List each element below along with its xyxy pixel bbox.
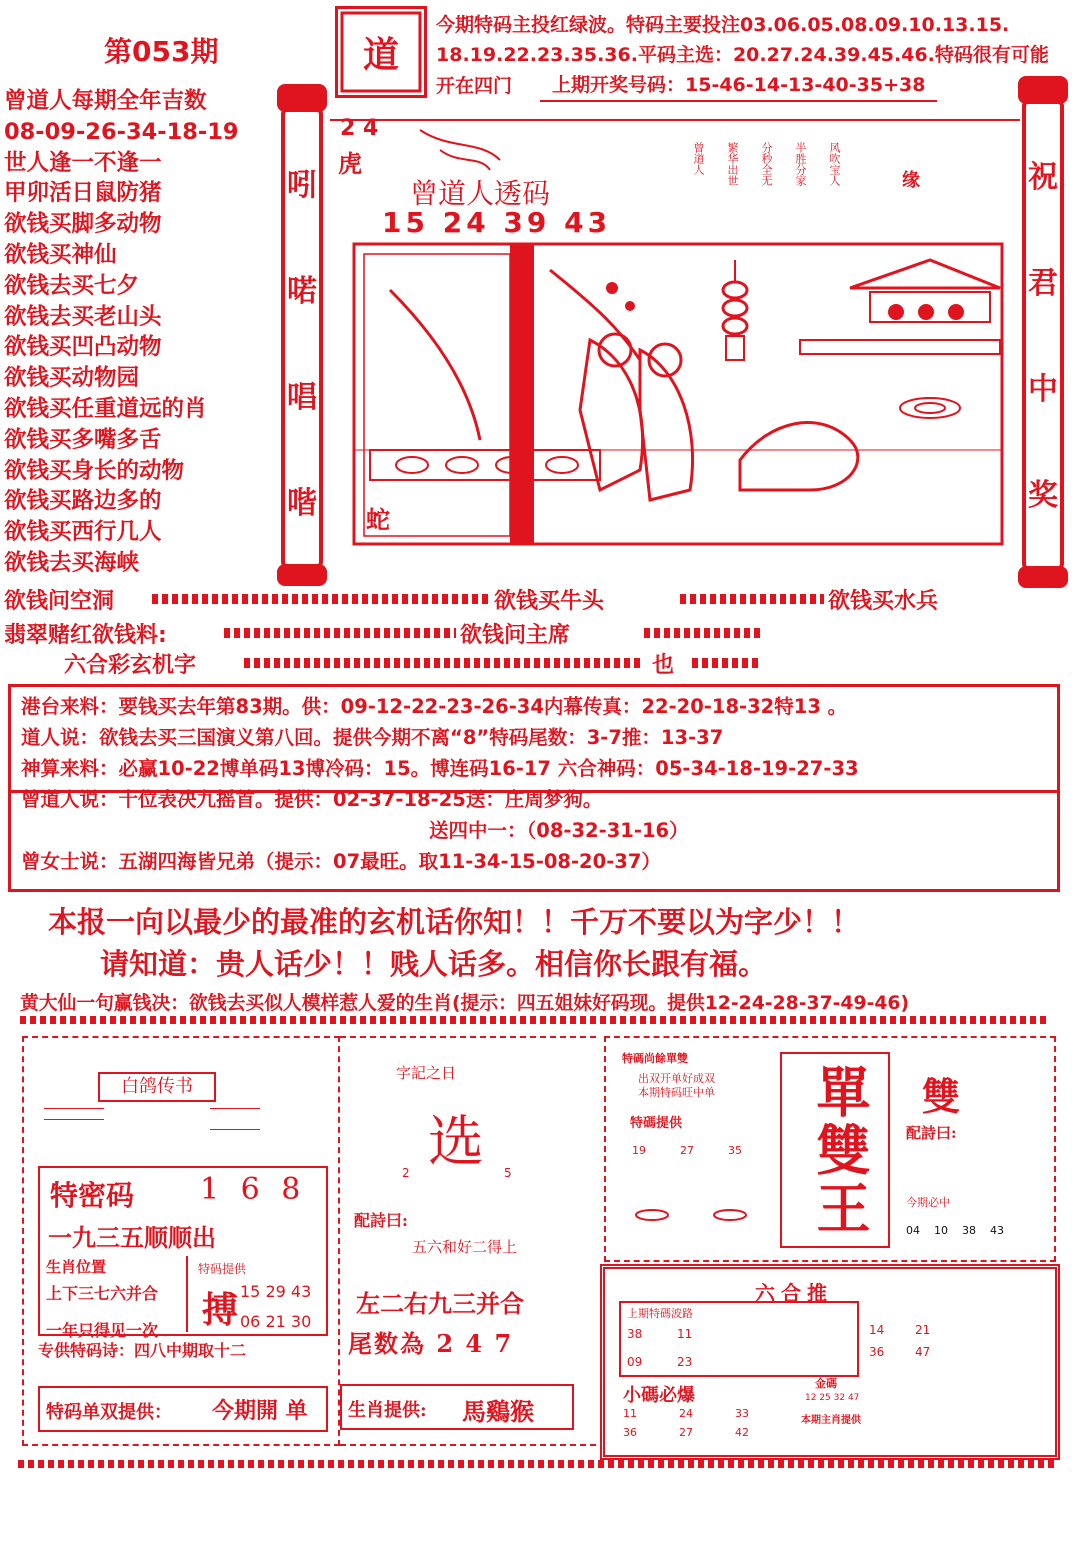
dot-leader: [152, 594, 490, 604]
liuhe-small-num: 36: [623, 1426, 637, 1439]
riddle-chairman: 欲钱问主席: [460, 623, 571, 648]
sdk-must-num: 43: [990, 1224, 1004, 1237]
select-big-char: 选: [428, 1110, 484, 1175]
right-scroll-char: 祝: [1028, 160, 1058, 195]
riddle-jade: 翡翠赌红欲钱料:: [4, 623, 167, 648]
liuhe-small-num: 11: [623, 1407, 637, 1420]
special-code-nums: 1 6 8: [200, 1172, 307, 1207]
liuhe-small-num: 24: [679, 1407, 693, 1420]
combo-line: 左二右九三并合: [356, 1290, 524, 1318]
left-line: 欲钱去买海峡: [4, 549, 140, 576]
liuhe-grid: [627, 1327, 727, 1369]
sdk-big-box: [780, 1052, 890, 1248]
logo: [335, 6, 427, 98]
right-scroll-bottom-cap: [1018, 566, 1068, 588]
liuhe-grid-num: 23: [677, 1355, 693, 1369]
panel-single-double-king: [604, 1036, 1056, 1262]
info-lines: [21, 691, 859, 877]
liuhe-small-nums: [623, 1407, 791, 1439]
liuhe-right-num: 14: [869, 1323, 885, 1337]
left-line: 欲钱买路边多的: [4, 488, 162, 515]
painting-zodiac-bottom: 蛇: [366, 506, 390, 534]
left-scroll-bottom-cap: [277, 564, 327, 586]
info-line: 神算来料：必赢10-22博单码13博冷码：15。博连码16-17 六合神码：05-34-18-19-27-33: [21, 757, 859, 780]
single-double-value: 今期開 单: [212, 1398, 308, 1424]
sdk-provide: 特碼提供: [630, 1116, 683, 1131]
zodiac-provide-label: 生肖提供:: [348, 1400, 427, 1421]
sdk-side-char: 雙: [922, 1074, 961, 1119]
logo-seal-icon: [338, 9, 424, 95]
info-line: 港台来料：要钱买去年第83期。供：09-12-22-23-26-34内幕传真：22-20-18-32特13 。: [21, 695, 848, 718]
dot-leader: [692, 658, 762, 668]
riddle-ox-head: 欲钱买牛头: [494, 589, 605, 614]
svg-text:道: 道: [362, 34, 400, 76]
slogan-2: 请知道：贵人话少！！贱人话多。相信你长跟有福。: [100, 947, 768, 981]
painting-note: 半胜分家: [794, 142, 807, 186]
left-line: 欲钱去买老山头: [4, 303, 162, 330]
left-line: 08-09-26-34-18-19: [4, 118, 239, 145]
special-code-label: 特密码: [50, 1179, 135, 1212]
sdk-poem-label: 配詩曰:: [906, 1124, 957, 1142]
select-poem-label: 配詩曰:: [354, 1211, 408, 1230]
liuhe-small-label: 小碼必爆: [623, 1385, 695, 1406]
painting-note: 曾道人: [692, 142, 705, 175]
right-scroll: [1022, 100, 1064, 570]
liuhe-right-num: 47: [915, 1345, 931, 1359]
faint-text: [44, 1108, 104, 1120]
sdk-num: 35: [728, 1144, 742, 1157]
select-head: 字記之日: [396, 1064, 457, 1082]
liuhe-last-box: [619, 1301, 859, 1377]
riddle-empty-hole: 欲钱问空洞: [4, 589, 115, 614]
header-line-3: [436, 70, 1049, 102]
header-line-2: 18.19.22.23.35.36.平码主选：20.27.24.39.45.46.特码很有可能: [436, 44, 1049, 66]
sdk-must-nums: [906, 1224, 1004, 1237]
painting-panel: [330, 110, 1020, 552]
zodiac-pos-box: [46, 1256, 188, 1340]
left-scroll-char: 唱: [287, 380, 317, 415]
left-riddle-column: [4, 86, 239, 579]
huang-daxian-line: 黄大仙一句赢钱决：欲钱去买似人模样惹人爱的生肖(提示：四五姐妹好码现。提供12-24-28-37-49-46): [20, 993, 910, 1014]
sdk-nums: [632, 1144, 742, 1157]
liuhe-grid-num: 09: [627, 1355, 643, 1369]
painting-note: 分秒全无: [760, 142, 773, 186]
left-line: 欲钱去买七夕: [4, 272, 140, 299]
decor-border-bottom: [18, 1460, 1058, 1468]
painting-title: 曾道人透码: [410, 177, 551, 210]
left-line: 欲钱买任重道远的肖: [4, 395, 207, 422]
last-draw: 上期开奖号码：15-46-14-13-40-35+38: [540, 70, 937, 102]
left-line: 世人逢一不逢一: [4, 149, 162, 176]
pos-line-1: 上下三七六并合: [46, 1284, 159, 1303]
liuhe-title: 六合推: [755, 1281, 833, 1305]
panel-pigeon: [22, 1036, 340, 1446]
info-line: 曾道人说：十位表决九摇首。提供：02-37-18-25送：庄周梦狗。: [21, 788, 603, 811]
zodiac-provide-value: 馬鷄猴: [462, 1397, 534, 1426]
dot-leader: [680, 594, 824, 604]
sdk-big: 單雙王: [808, 1064, 872, 1238]
header-line-1: 今期特码主投红绿波。特码主要投注03.06.05.08.09.10.13.15.: [436, 14, 1010, 36]
left-line: 欲钱买身长的动物: [4, 457, 185, 484]
tiger-icon: [632, 1206, 672, 1222]
select-num-right: 5: [504, 1166, 512, 1180]
select-poem: 五六和好二得上: [412, 1238, 518, 1256]
painting-numbers: 15 24 39 43: [382, 206, 612, 239]
riddle-water-soldier: 欲钱买水兵: [828, 589, 939, 614]
left-line: 欲钱买凹凸动物: [4, 334, 162, 361]
right-scroll-char: 奖: [1028, 478, 1058, 513]
painting-side-char: 缘: [902, 170, 920, 191]
liuhe-right-num: 21: [915, 1323, 931, 1337]
liuhe-this-issue: 本期主肖提供: [801, 1415, 861, 1426]
select-num-left: 2: [402, 1166, 410, 1180]
sdk-head: 特碼尚餘單雙: [622, 1052, 688, 1065]
liuhe-gold-nums: 12 25 32 47: [805, 1393, 860, 1403]
liuhe-small-num: 27: [679, 1426, 693, 1439]
left-line: 欲钱买脚多动物: [4, 211, 162, 238]
special-code-box: [38, 1166, 328, 1340]
liuhe-right-nums: [869, 1323, 961, 1359]
left-scroll-char: 吲: [287, 168, 317, 203]
painting-top-nums: 2 4: [340, 116, 379, 141]
sdk-sub-1: 出双开单好成双: [638, 1072, 715, 1085]
liuhe-small-num: 42: [735, 1426, 749, 1439]
issue-label: 第053期: [104, 35, 219, 68]
riddle-ye: 也: [652, 653, 675, 678]
sdk-num: 19: [632, 1144, 646, 1157]
dot-leader: [224, 628, 456, 638]
left-scroll-char: 喈: [287, 486, 317, 521]
pos-line-2: 一年只得见一次: [46, 1321, 159, 1340]
info-box: [8, 684, 1060, 892]
pigeon-title: 白鸽传书: [98, 1072, 216, 1102]
riddle-row-3: [64, 648, 1004, 676]
left-line: 曾道人每期全年吉数: [4, 88, 207, 114]
sdk-sub-2: 本期特码旺中单: [638, 1086, 715, 1099]
slogan-1: 本报一向以最少的最准的玄机话你知！！千万不要以为字少！！: [48, 905, 861, 939]
sdk-num: 27: [680, 1144, 694, 1157]
decor-border: [20, 1016, 1048, 1024]
left-line: 欲钱买神仙: [4, 241, 117, 268]
zodiac-provide-box: [340, 1384, 574, 1430]
liuhe-last-label: 上期特碼波路: [627, 1307, 693, 1320]
painting-note: 繁华出世: [726, 142, 739, 186]
header-four-gates: 开在四门: [436, 75, 513, 97]
monkey-icon: [710, 1206, 750, 1222]
single-double-box: [38, 1386, 328, 1432]
painting-notes: [690, 142, 842, 186]
liuhe-grid-num: 38: [627, 1327, 643, 1341]
shun-line: 一九三五顺顺出: [48, 1224, 216, 1252]
left-scroll-char: 喏: [287, 274, 317, 309]
liuhe-grid-num: 11: [677, 1327, 693, 1341]
liuhe-right-num: 36: [869, 1345, 885, 1359]
left-line: 欲钱买西行几人: [4, 519, 162, 546]
liuhe-gold: 金碼: [815, 1377, 837, 1390]
panel-select: [340, 1036, 596, 1446]
right-scroll-char: 中: [1028, 372, 1058, 407]
left-line: 甲卯活日鼠防猪: [4, 180, 162, 207]
sdk-must-num: 04: [906, 1224, 920, 1237]
header-block: [436, 10, 1049, 102]
painting-note: 风吹宝人: [828, 142, 841, 186]
right-scroll-char: 君: [1028, 266, 1058, 301]
tail-line: 尾数為 2 4 7: [348, 1329, 514, 1358]
zodiac-pos-label: 生肖位置: [46, 1258, 107, 1276]
info-line: 道人说：欲钱去买三国演义第八回。提供今期不离“8”特码尾数：3-7推：13-37: [21, 726, 724, 749]
sdk-must-num: 38: [962, 1224, 976, 1237]
bo-char: 搏: [202, 1289, 239, 1331]
faint-text: [210, 1108, 260, 1130]
painting-zodiac-top: 虎: [338, 150, 362, 178]
sdk-must: 今期必中: [906, 1196, 950, 1209]
dot-leader: [644, 628, 764, 638]
panel-liuhe: [600, 1264, 1060, 1460]
riddle-row-2: [4, 618, 1004, 646]
left-line: 欲钱买动物园: [4, 365, 140, 392]
bo-row-1: 15 29 43: [240, 1282, 312, 1301]
left-line: 欲钱买多嘴多舌: [4, 426, 162, 453]
bo-label: 特码提供: [198, 1262, 247, 1276]
left-scroll: [281, 108, 323, 568]
dot-leader: [244, 658, 640, 668]
riddle-row-1: [4, 584, 1004, 612]
info-line: 曾女士说：五湖四海皆兄弟（提示：07最旺。取11-34-15-08-20-37）: [21, 850, 661, 873]
bo-row-2: 06 21 30: [240, 1312, 312, 1331]
sdk-must-num: 10: [934, 1224, 948, 1237]
exclusive-poem: 专供特码诗：四八中期取十二: [38, 1341, 247, 1360]
single-double-label: 特码单双提供：: [46, 1402, 172, 1423]
info-line: 送四中一：（08-32-31-16）: [429, 819, 689, 842]
riddle-mystery-word: 六合彩玄机字: [64, 653, 197, 678]
liuhe-small-num: 33: [735, 1407, 749, 1420]
